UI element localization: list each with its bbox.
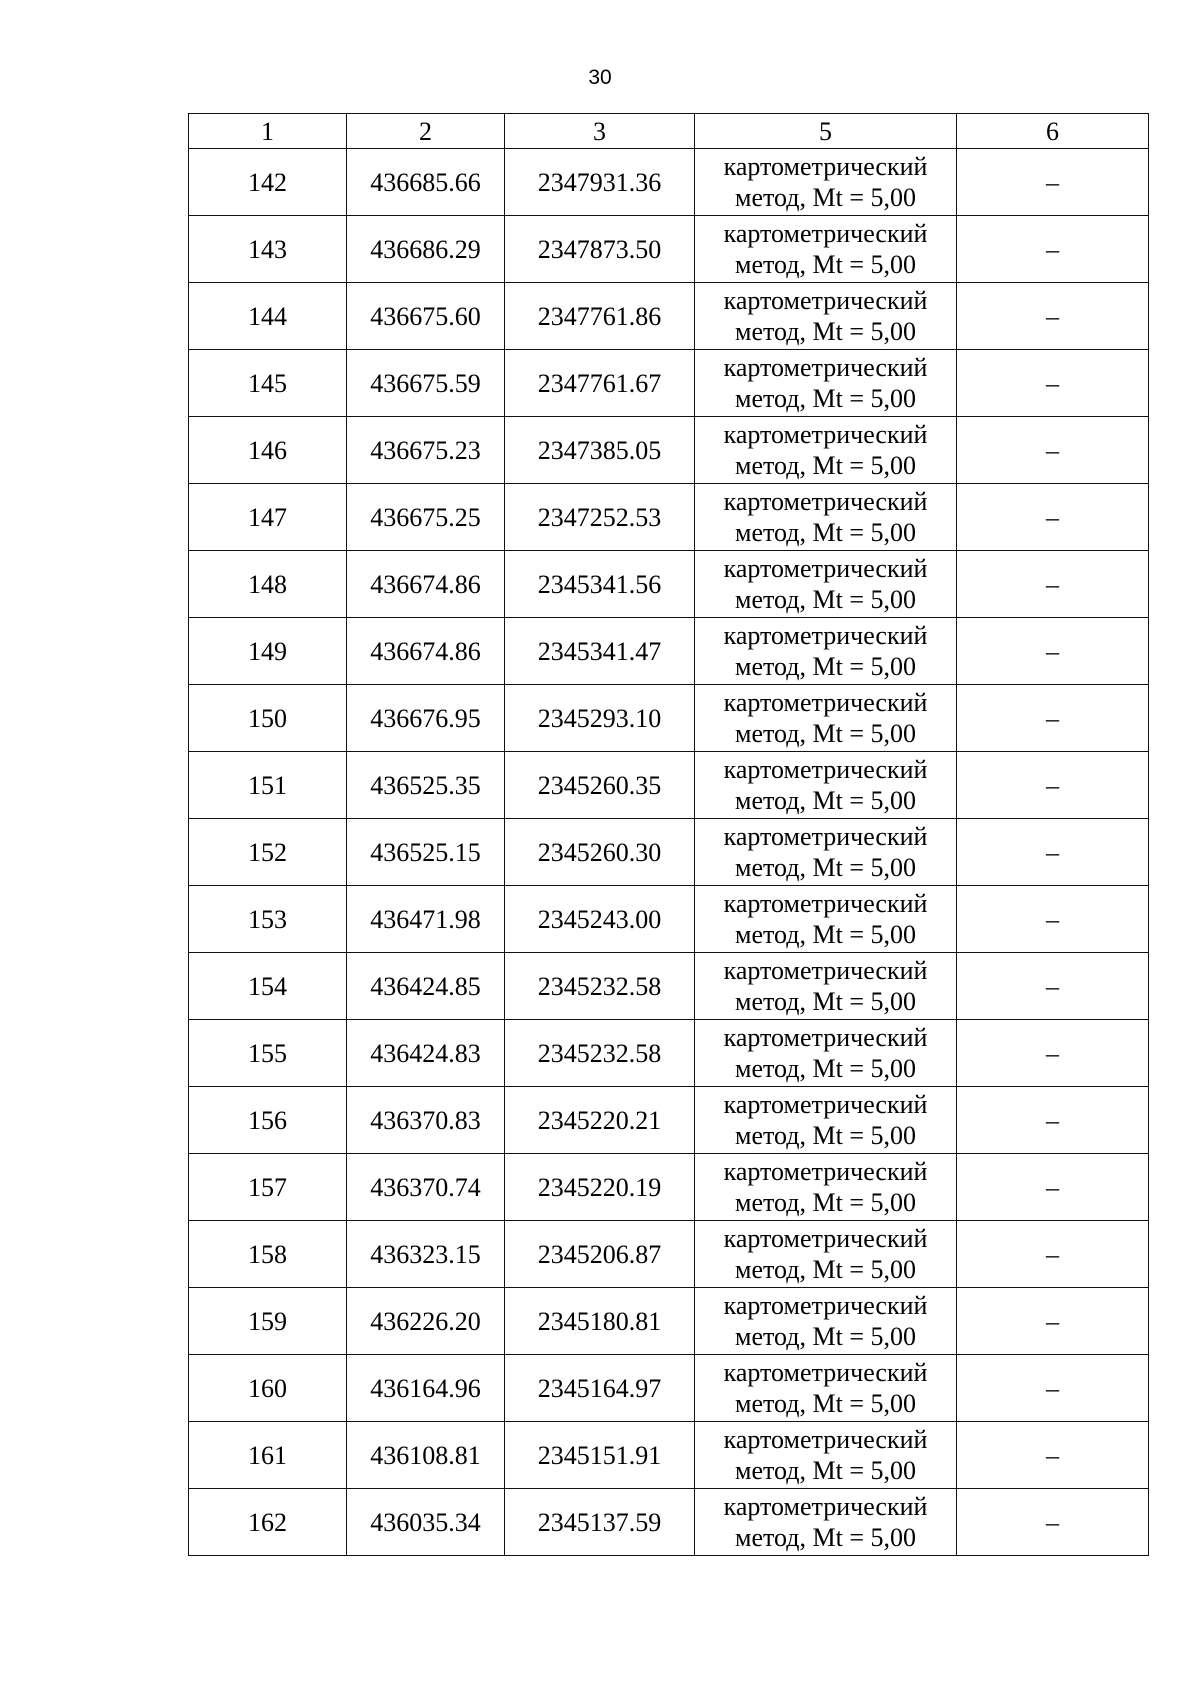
method-line-1: картометрический bbox=[723, 1492, 928, 1521]
method-line-2: метод, Mt = 5,00 bbox=[735, 518, 916, 547]
method-line-2: метод, Mt = 5,00 bbox=[735, 1389, 916, 1418]
x-coordinate-cell: 436674.86 bbox=[347, 618, 505, 685]
table-row bbox=[189, 618, 1149, 685]
method-cell bbox=[695, 618, 957, 685]
method-line-1: картометрический bbox=[723, 755, 928, 784]
table-row bbox=[189, 953, 1149, 1020]
x-coordinate-cell: 436675.59 bbox=[347, 350, 505, 417]
x-coordinate-cell: 436226.20 bbox=[347, 1288, 505, 1355]
table-row bbox=[189, 1020, 1149, 1087]
method-line-2: метод, Mt = 5,00 bbox=[735, 1054, 916, 1083]
method-line-2: метод, Mt = 5,00 bbox=[735, 853, 916, 882]
note-cell: – bbox=[957, 618, 1149, 685]
note-cell: – bbox=[957, 149, 1149, 216]
x-coordinate-cell: 436675.23 bbox=[347, 417, 505, 484]
point-number-cell: 144 bbox=[189, 283, 347, 350]
column-header-1: 1 bbox=[189, 114, 347, 149]
method-line-2: метод, Mt = 5,00 bbox=[735, 317, 916, 346]
point-number-cell: 152 bbox=[189, 819, 347, 886]
method-line-2: метод, Mt = 5,00 bbox=[735, 1523, 916, 1552]
point-number-cell: 143 bbox=[189, 216, 347, 283]
note-cell: – bbox=[957, 1355, 1149, 1422]
note-cell: – bbox=[957, 752, 1149, 819]
note-cell: – bbox=[957, 1020, 1149, 1087]
method-line-1: картометрический bbox=[723, 1090, 928, 1119]
note-cell: – bbox=[957, 283, 1149, 350]
note-cell: – bbox=[957, 484, 1149, 551]
table-row bbox=[189, 1355, 1149, 1422]
method-cell bbox=[695, 685, 957, 752]
method-line-2: метод, Mt = 5,00 bbox=[735, 1121, 916, 1150]
point-number-cell: 150 bbox=[189, 685, 347, 752]
method-line-1: картометрический bbox=[723, 554, 928, 583]
x-coordinate-cell: 436424.83 bbox=[347, 1020, 505, 1087]
method-cell bbox=[695, 216, 957, 283]
method-line-2: метод, Mt = 5,00 bbox=[735, 719, 916, 748]
note-cell: – bbox=[957, 216, 1149, 283]
y-coordinate-cell: 2347252.53 bbox=[505, 484, 695, 551]
x-coordinate-cell: 436686.29 bbox=[347, 216, 505, 283]
method-line-2: метод, Mt = 5,00 bbox=[735, 786, 916, 815]
x-coordinate-cell: 436164.96 bbox=[347, 1355, 505, 1422]
table-row bbox=[189, 752, 1149, 819]
x-coordinate-cell: 436675.25 bbox=[347, 484, 505, 551]
method-line-2: метод, Mt = 5,00 bbox=[735, 1255, 916, 1284]
table-row bbox=[189, 1288, 1149, 1355]
column-header-2: 2 bbox=[347, 114, 505, 149]
method-line-1: картометрический bbox=[723, 219, 928, 248]
point-number-cell: 151 bbox=[189, 752, 347, 819]
note-cell: – bbox=[957, 551, 1149, 618]
note-cell: – bbox=[957, 685, 1149, 752]
method-cell bbox=[695, 1087, 957, 1154]
table-row bbox=[189, 886, 1149, 953]
method-line-1: картометрический bbox=[723, 1425, 928, 1454]
x-coordinate-cell: 436525.15 bbox=[347, 819, 505, 886]
method-line-2: метод, Mt = 5,00 bbox=[735, 1188, 916, 1217]
note-cell: – bbox=[957, 819, 1149, 886]
method-line-1: картометрический bbox=[723, 621, 928, 650]
x-coordinate-cell: 436525.35 bbox=[347, 752, 505, 819]
table-row bbox=[189, 1154, 1149, 1221]
y-coordinate-cell: 2345341.56 bbox=[505, 551, 695, 618]
point-number-cell: 146 bbox=[189, 417, 347, 484]
y-coordinate-cell: 2345293.10 bbox=[505, 685, 695, 752]
point-number-cell: 145 bbox=[189, 350, 347, 417]
table-header-row bbox=[189, 114, 1149, 149]
method-cell bbox=[695, 1221, 957, 1288]
x-coordinate-cell: 436674.86 bbox=[347, 551, 505, 618]
y-coordinate-cell: 2345341.47 bbox=[505, 618, 695, 685]
method-cell bbox=[695, 886, 957, 953]
note-cell: – bbox=[957, 1154, 1149, 1221]
y-coordinate-cell: 2347385.05 bbox=[505, 417, 695, 484]
table-row bbox=[189, 484, 1149, 551]
method-cell bbox=[695, 350, 957, 417]
x-coordinate-cell: 436675.60 bbox=[347, 283, 505, 350]
method-line-2: метод, Mt = 5,00 bbox=[735, 652, 916, 681]
table-row bbox=[189, 1489, 1149, 1556]
table-row bbox=[189, 283, 1149, 350]
note-cell: – bbox=[957, 1221, 1149, 1288]
point-number-cell: 159 bbox=[189, 1288, 347, 1355]
method-line-2: метод, Mt = 5,00 bbox=[735, 183, 916, 212]
method-line-2: метод, Mt = 5,00 bbox=[735, 1456, 916, 1485]
y-coordinate-cell: 2345220.21 bbox=[505, 1087, 695, 1154]
page-number: 30 bbox=[588, 66, 612, 89]
method-cell bbox=[695, 551, 957, 618]
y-coordinate-cell: 2347761.67 bbox=[505, 350, 695, 417]
x-coordinate-cell: 436424.85 bbox=[347, 953, 505, 1020]
table-row bbox=[189, 551, 1149, 618]
x-coordinate-cell: 436685.66 bbox=[347, 149, 505, 216]
method-cell bbox=[695, 752, 957, 819]
method-cell bbox=[695, 1020, 957, 1087]
y-coordinate-cell: 2347931.36 bbox=[505, 149, 695, 216]
method-line-2: метод, Mt = 5,00 bbox=[735, 384, 916, 413]
point-number-cell: 155 bbox=[189, 1020, 347, 1087]
method-line-1: картометрический bbox=[723, 688, 928, 717]
y-coordinate-cell: 2345243.00 bbox=[505, 886, 695, 953]
column-header-3: 3 bbox=[505, 114, 695, 149]
y-coordinate-cell: 2345232.58 bbox=[505, 1020, 695, 1087]
y-coordinate-cell: 2345137.59 bbox=[505, 1489, 695, 1556]
y-coordinate-cell: 2345206.87 bbox=[505, 1221, 695, 1288]
method-cell bbox=[695, 1154, 957, 1221]
method-line-1: картометрический bbox=[723, 889, 928, 918]
y-coordinate-cell: 2345260.35 bbox=[505, 752, 695, 819]
note-cell: – bbox=[957, 417, 1149, 484]
point-number-cell: 162 bbox=[189, 1489, 347, 1556]
y-coordinate-cell: 2347761.86 bbox=[505, 283, 695, 350]
table-row bbox=[189, 1422, 1149, 1489]
table-body bbox=[189, 149, 1149, 1556]
point-number-cell: 157 bbox=[189, 1154, 347, 1221]
x-coordinate-cell: 436370.74 bbox=[347, 1154, 505, 1221]
table-row bbox=[189, 819, 1149, 886]
point-number-cell: 147 bbox=[189, 484, 347, 551]
method-line-1: картометрический bbox=[723, 353, 928, 382]
method-cell bbox=[695, 953, 957, 1020]
note-cell: – bbox=[957, 1087, 1149, 1154]
method-cell bbox=[695, 819, 957, 886]
table-row bbox=[189, 216, 1149, 283]
x-coordinate-cell: 436323.15 bbox=[347, 1221, 505, 1288]
method-line-1: картометрический bbox=[723, 152, 928, 181]
method-cell bbox=[695, 417, 957, 484]
point-number-cell: 154 bbox=[189, 953, 347, 1020]
note-cell: – bbox=[957, 1288, 1149, 1355]
method-cell bbox=[695, 149, 957, 216]
method-cell bbox=[695, 283, 957, 350]
table-row bbox=[189, 1221, 1149, 1288]
point-number-cell: 161 bbox=[189, 1422, 347, 1489]
table-row bbox=[189, 1087, 1149, 1154]
method-line-1: картометрический bbox=[723, 956, 928, 985]
method-line-2: метод, Mt = 5,00 bbox=[735, 250, 916, 279]
note-cell: – bbox=[957, 350, 1149, 417]
method-line-2: метод, Mt = 5,00 bbox=[735, 1322, 916, 1351]
y-coordinate-cell: 2345164.97 bbox=[505, 1355, 695, 1422]
point-number-cell: 142 bbox=[189, 149, 347, 216]
column-header-6: 6 bbox=[957, 114, 1149, 149]
x-coordinate-cell: 436370.83 bbox=[347, 1087, 505, 1154]
y-coordinate-cell: 2345232.58 bbox=[505, 953, 695, 1020]
method-line-1: картометрический bbox=[723, 1023, 928, 1052]
method-line-2: метод, Mt = 5,00 bbox=[735, 987, 916, 1016]
table-row bbox=[189, 149, 1149, 216]
method-line-1: картометрический bbox=[723, 420, 928, 449]
y-coordinate-cell: 2345151.91 bbox=[505, 1422, 695, 1489]
method-line-1: картометрический bbox=[723, 1358, 928, 1387]
method-line-2: метод, Mt = 5,00 bbox=[735, 920, 916, 949]
method-cell bbox=[695, 1489, 957, 1556]
note-cell: – bbox=[957, 886, 1149, 953]
y-coordinate-cell: 2347873.50 bbox=[505, 216, 695, 283]
x-coordinate-cell: 436035.34 bbox=[347, 1489, 505, 1556]
note-cell: – bbox=[957, 953, 1149, 1020]
method-cell bbox=[695, 1355, 957, 1422]
column-header-5: 5 bbox=[695, 114, 957, 149]
note-cell: – bbox=[957, 1489, 1149, 1556]
table-row bbox=[189, 417, 1149, 484]
method-line-2: метод, Mt = 5,00 bbox=[735, 585, 916, 614]
point-number-cell: 160 bbox=[189, 1355, 347, 1422]
table-row bbox=[189, 350, 1149, 417]
method-line-1: картометрический bbox=[723, 286, 928, 315]
method-line-1: картометрический bbox=[723, 822, 928, 851]
method-line-1: картометрический bbox=[723, 1157, 928, 1186]
table-row bbox=[189, 685, 1149, 752]
coordinates-table bbox=[188, 113, 1149, 1556]
point-number-cell: 158 bbox=[189, 1221, 347, 1288]
point-number-cell: 153 bbox=[189, 886, 347, 953]
point-number-cell: 156 bbox=[189, 1087, 347, 1154]
x-coordinate-cell: 436676.95 bbox=[347, 685, 505, 752]
method-cell bbox=[695, 1288, 957, 1355]
method-line-1: картометрический bbox=[723, 487, 928, 516]
x-coordinate-cell: 436471.98 bbox=[347, 886, 505, 953]
note-cell: – bbox=[957, 1422, 1149, 1489]
point-number-cell: 148 bbox=[189, 551, 347, 618]
y-coordinate-cell: 2345220.19 bbox=[505, 1154, 695, 1221]
method-line-2: метод, Mt = 5,00 bbox=[735, 451, 916, 480]
y-coordinate-cell: 2345260.30 bbox=[505, 819, 695, 886]
method-line-1: картометрический bbox=[723, 1291, 928, 1320]
x-coordinate-cell: 436108.81 bbox=[347, 1422, 505, 1489]
method-line-1: картометрический bbox=[723, 1224, 928, 1253]
point-number-cell: 149 bbox=[189, 618, 347, 685]
method-cell bbox=[695, 1422, 957, 1489]
method-cell bbox=[695, 484, 957, 551]
y-coordinate-cell: 2345180.81 bbox=[505, 1288, 695, 1355]
